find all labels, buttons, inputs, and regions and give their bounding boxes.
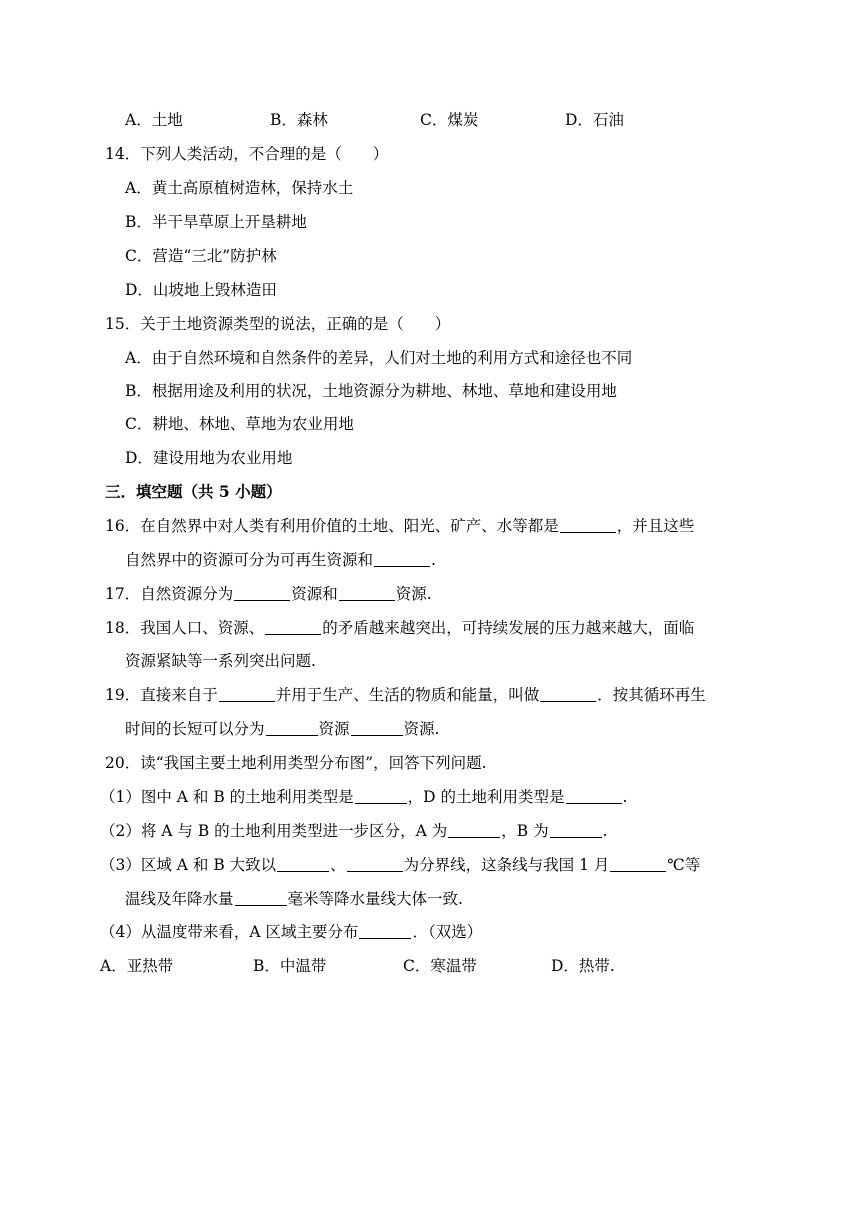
answer-blank[interactable] bbox=[355, 787, 407, 804]
q20-part-3-line-1: （3）区域 A 和 B 大致以 、 为分界线，这条线与我国 1 月 ℃等 bbox=[100, 856, 701, 874]
q20-option-c: C．寒温带 bbox=[403, 957, 477, 975]
q14-stem: 14．下列人类活动，不合理的是（ ） bbox=[105, 145, 389, 163]
q16-line-1: 16．在自然界中对人类有利用价值的土地、阳光、矿产、水等都是 ，并且这些 bbox=[105, 517, 695, 535]
q20-part-4: （4）从温度带来看，A 区域主要分布 ．（双选） bbox=[100, 923, 483, 941]
q18-line-2: 资源紧缺等一系列突出问题. bbox=[125, 652, 316, 670]
answer-blank[interactable] bbox=[277, 855, 329, 872]
answer-blank[interactable] bbox=[235, 889, 287, 906]
q20-stem: 20．读“我国主要土地利用类型分布图”，回答下列问题. bbox=[105, 754, 487, 772]
q15-option-c: C．耕地、林地、草地为农业用地 bbox=[125, 415, 354, 433]
answer-blank[interactable] bbox=[566, 787, 622, 804]
q15-option-d: D．建设用地为农业用地 bbox=[125, 449, 293, 467]
q19-line-1: 19．直接来自于 并用于生产、生活的物质和能量，叫做 ．按其循环再生 bbox=[105, 686, 706, 704]
answer-blank[interactable] bbox=[266, 719, 318, 736]
q15-option-a: A．由于自然环境和自然条件的差异，人们对土地的利用方式和途径也不同 bbox=[125, 349, 633, 367]
q16-line-2: 自然界中的资源可分为可再生资源和 . bbox=[125, 551, 436, 569]
q15-option-b: B．根据用途及利用的状况，土地资源分为耕地、林地、草地和建设用地 bbox=[125, 382, 617, 400]
answer-blank[interactable] bbox=[448, 821, 500, 838]
answer-blank[interactable] bbox=[339, 584, 395, 601]
q19-line-2: 时间的长短可以分为 资源 资源. bbox=[125, 720, 440, 738]
q20-option-b: B．中温带 bbox=[253, 957, 327, 975]
q13-option-c: C．煤炭 bbox=[420, 111, 479, 129]
q20-part-2: （2）将 A 与 B 的土地利用类型进一步区分，A 为 ，B 为 . bbox=[100, 822, 608, 840]
answer-blank[interactable] bbox=[560, 516, 616, 533]
q14-option-b: B．半干旱草原上开垦耕地 bbox=[125, 213, 307, 231]
answer-blank[interactable] bbox=[265, 618, 321, 635]
answer-blank[interactable] bbox=[374, 550, 430, 567]
q15-stem: 15．关于土地资源类型的说法，正确的是（ ） bbox=[105, 315, 451, 333]
answer-blank[interactable] bbox=[610, 855, 666, 872]
q14-option-d: D．山坡地上毁林造田 bbox=[125, 281, 277, 299]
answer-blank[interactable] bbox=[550, 821, 602, 838]
q14-option-c: C．营造“三北”防护林 bbox=[125, 247, 277, 265]
answer-blank[interactable] bbox=[351, 719, 403, 736]
q20-part-1: （1）图中 A 和 B 的土地利用类型是 ，D 的土地利用类型是 . bbox=[100, 788, 628, 806]
q13-option-a: A．土地 bbox=[125, 111, 183, 129]
q14-option-a: A．黄土高原植树造林，保持水土 bbox=[125, 179, 354, 197]
answer-blank[interactable] bbox=[540, 685, 596, 702]
answer-blank[interactable] bbox=[234, 584, 290, 601]
q20-part-3-line-2: 温线及年降水量 毫米等降水量线大体一致. bbox=[125, 890, 463, 908]
q20-option-d: D．热带. bbox=[551, 957, 615, 975]
q13-option-b: B．森林 bbox=[270, 111, 328, 129]
answer-blank[interactable] bbox=[359, 922, 411, 939]
section-heading: 三．填空题（共 5 小题） bbox=[105, 482, 282, 501]
answer-blank[interactable] bbox=[219, 685, 275, 702]
q18-line-1: 18．我国人口、资源、 的矛盾越来越突出，可持续发展的压力越来越大，面临 bbox=[105, 619, 695, 637]
answer-blank[interactable] bbox=[347, 855, 403, 872]
q17-line: 17．自然资源分为 资源和 资源. bbox=[105, 585, 432, 603]
q13-option-d: D．石油 bbox=[565, 111, 624, 129]
q20-option-a: A．亚热带 bbox=[100, 957, 174, 975]
